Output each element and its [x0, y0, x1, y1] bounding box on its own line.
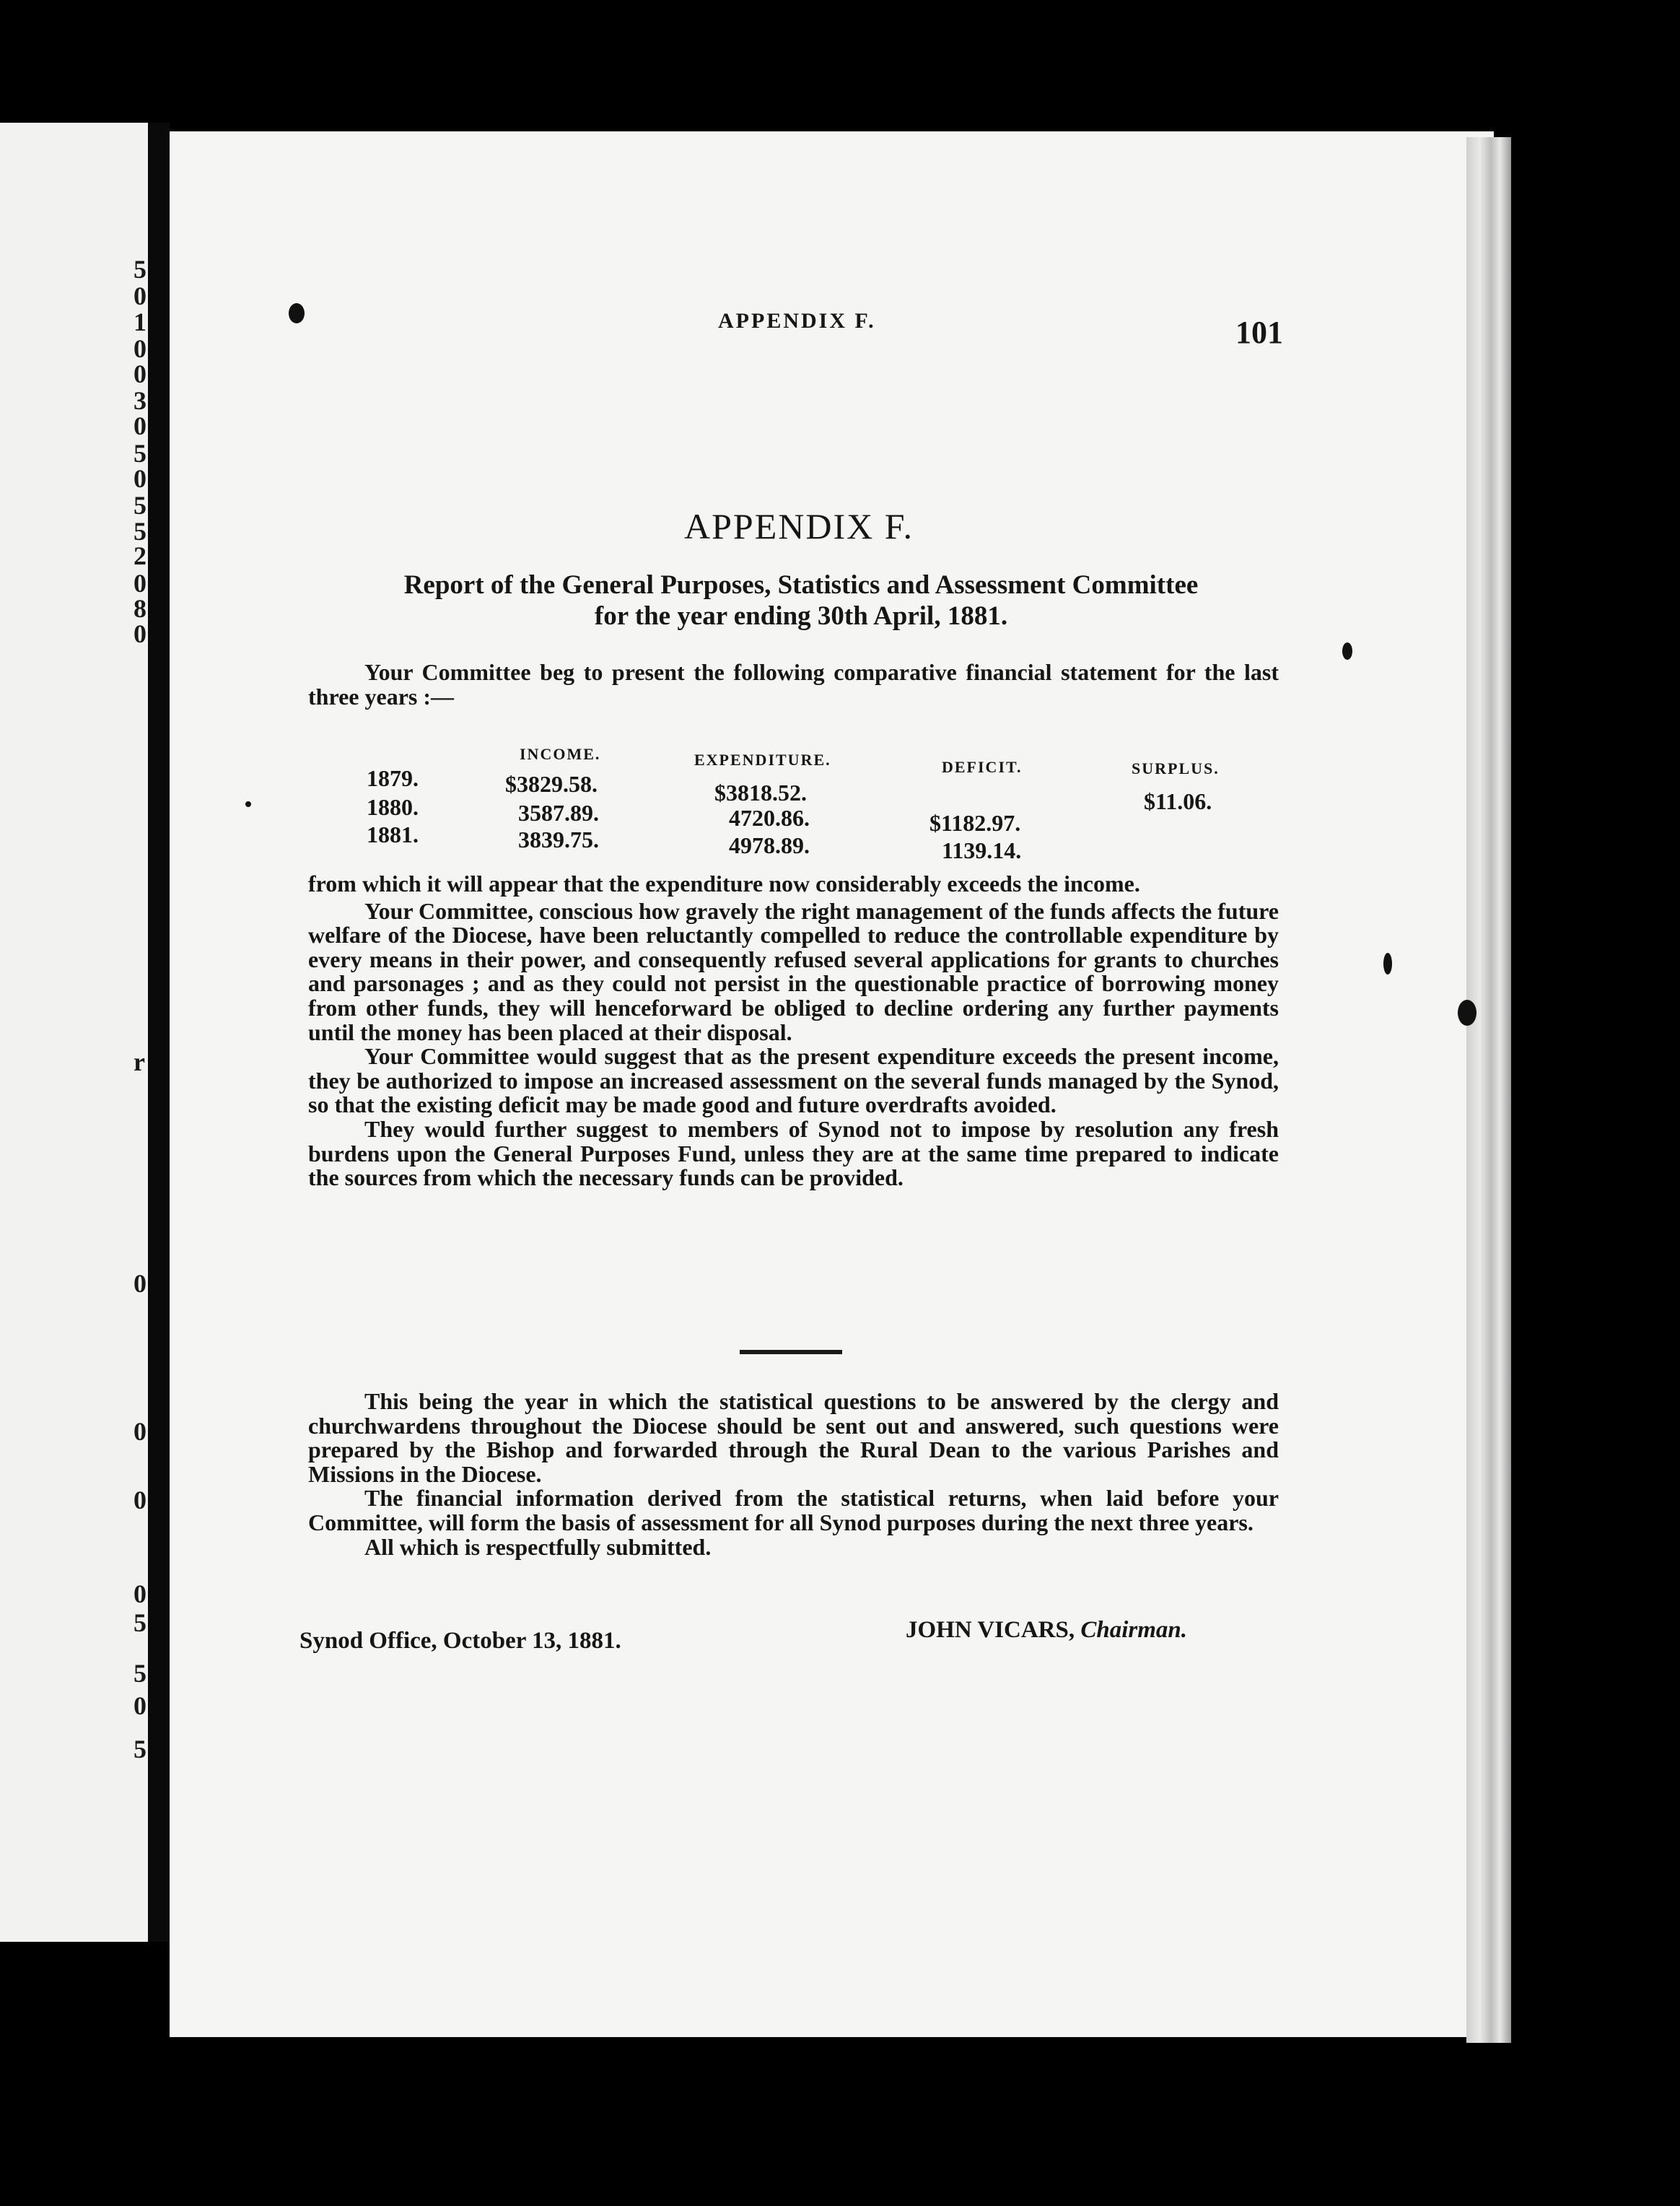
left-page-fragment: 0 [134, 1579, 146, 1608]
intro-text: Your Committee beg to present the following comparative financial statement for the last three years :— [308, 659, 1279, 710]
appendix-title: APPENDIX F. [684, 506, 914, 546]
left-page-fragment: 0 [134, 1417, 146, 1446]
header-income: INCOME. [520, 745, 601, 763]
report-title-line2: for the year ending 30th April, 1881. [594, 601, 1008, 631]
signature-title: Chairman. [1080, 1617, 1187, 1643]
left-page-fragment: 0 [134, 282, 146, 310]
row-1881-expenditure: 4978.89. [729, 832, 810, 858]
row-1879-expenditure: $3818.52. [714, 780, 807, 806]
row-1880-income: 3587.89. [518, 800, 599, 826]
paragraph-4: This being the year in which the statistical questions to be answered by the clergy and churchwardens throughout the Diocese should be sent out and answered, such questions were prepared by the Bishop and forwarded through the Rural Dean to the various Parishes and Missions in the Diocese. [308, 1388, 1279, 1487]
paragraph-5: The financial information derived from the statistical returns, when laid before your Committee, will form the basis of assessment for all Synod purposes during the next three years. [308, 1485, 1279, 1535]
left-page-fragment: 0 [134, 334, 146, 363]
header-surplus: SURPLUS. [1132, 759, 1220, 777]
header-deficit: DEFICIT. [942, 758, 1023, 776]
left-page-fragment: 0 [134, 1486, 146, 1514]
intro-paragraph [308, 661, 1279, 709]
left-page-fragment: r [134, 1047, 145, 1076]
left-page-fragment: 5 [134, 491, 146, 520]
left-page-fragment: 0 [134, 411, 146, 440]
row-1879-year: 1879. [367, 765, 419, 791]
left-page-fragment: 5 [134, 255, 146, 284]
left-page-fragment: 8 [134, 594, 146, 623]
left-page-fragment: 2 [134, 541, 146, 570]
scan-speck [1383, 953, 1392, 975]
section-divider [740, 1350, 842, 1354]
row-1879-income: $3829.58. [505, 771, 598, 797]
signature-name: JOHN VICARS, [906, 1617, 1075, 1643]
running-head: APPENDIX F. [718, 309, 876, 333]
paragraph-2: Your Committee would suggest that as the present expenditure exceeds the present income, they be authorized to impose an increased assessment on the several funds managed by the Synod, so that the existing deficit may be made good and future overdrafts avoided. [308, 1043, 1279, 1118]
header-expenditure: EXPENDITURE. [694, 751, 831, 769]
left-page-fragment: 5 [134, 439, 146, 468]
left-page-fragment: 0 [134, 464, 146, 493]
signature-place-date: Synod Office, October 13, 1881. [299, 1628, 621, 1654]
paragraph-1: Your Committee, conscious how gravely the right management of the funds affects the future welfare of the Diocese, have been reluctantly compelled to reduce the controllable expenditure by every means in their power, and consequently refused several applications for grants to churches and parsonages ; and as they could not persist in the questionable practice of borrowing money from other funds, they will henceforward be obliged to decline ordering any further payments until the money has been placed at their disposal. [308, 897, 1279, 1045]
row-1880-year: 1880. [367, 794, 419, 820]
row-1880-expenditure: 4720.86. [729, 805, 810, 831]
scan-speck [1342, 642, 1352, 660]
page-edge [1466, 137, 1511, 2043]
row-1881-deficit: 1139.14. [942, 837, 1022, 863]
left-page-fragment: 5 [134, 517, 146, 546]
paragraph-6: All which is respectfully submitted. [364, 1533, 712, 1560]
left-page-fragment: 0 [134, 1691, 146, 1720]
report-title-line1: Report of the General Purposes, Statistics and Assessment Committee [403, 570, 1199, 600]
scan-speck [289, 303, 305, 323]
signature-block [906, 1617, 1187, 1644]
row-1881-income: 3839.75. [518, 827, 599, 853]
left-page-fragment: 5 [134, 1659, 146, 1688]
row-1879-surplus: $11.06. [1144, 788, 1212, 814]
second-body [308, 1390, 1279, 1559]
gutter [148, 123, 170, 1942]
left-page-fragment: 5 [134, 1608, 146, 1637]
scan-speck [1458, 1000, 1476, 1026]
left-page-fragment: 0 [134, 569, 146, 598]
left-facing-page [0, 123, 148, 1942]
left-page-fragment: 0 [134, 619, 146, 648]
paragraph-3: They would further suggest to members of Synod not to impose by resolution any fresh burdens upon the General Purposes Fund, unless they are at the same time prepared to indicate the sources from which the necessary funds can be provided. [308, 1115, 1279, 1191]
main-body [308, 872, 1279, 1190]
left-page-fragment: 3 [134, 386, 146, 415]
left-page-fragment: 5 [134, 1735, 146, 1764]
report-title [318, 570, 1285, 632]
scan-speck [245, 801, 251, 807]
left-page-fragment: 1 [134, 308, 146, 336]
left-page-fragment: 0 [134, 359, 146, 388]
left-page-fragment: 0 [134, 1269, 146, 1298]
page-number: 101 [1235, 315, 1283, 350]
after-table-text: from which it will appear that the expenditure now considerably exceeds the income. [308, 871, 1140, 897]
row-1881-year: 1881. [367, 821, 419, 847]
row-1880-deficit: $1182.97. [929, 810, 1021, 836]
